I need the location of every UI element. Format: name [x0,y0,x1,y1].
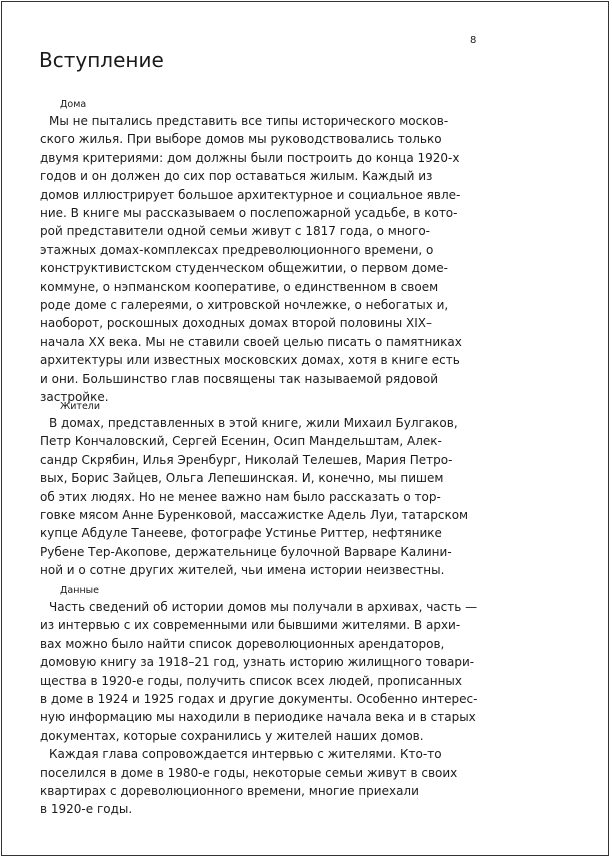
text-line: наоборот, роскошных доходных домах второй половины XIX– [40,316,432,331]
text-line: в доме в 1924 и 1925 годах и другие документы. Особенно интерес- [40,692,478,707]
text-line: домов иллюстрирует большое архитектурное и социальное явле- [40,187,461,202]
text-line: Часть сведений об истории домов мы получали в архивах, часть — [49,600,478,614]
text-line: Каждая глава сопровождается интервью с жителями. Кто-то [49,747,442,762]
text-line: ную информацию мы находили в периодике начала века и в старых [40,710,476,725]
text-line: застройке. [40,390,109,405]
text-line: сандр Скрябин, Илья Эренбург, Николай Телешев, Мария Петро- [40,452,453,467]
text-line: двумя критериями: дом должны были построить до конца 1920-х [40,150,460,165]
section-label: Дома [60,99,87,110]
text-line: Петр Кончаловский, Сергей Есенин, Осип Мандельштам, Алек- [40,434,442,449]
paragraph [40,745,480,819]
text-line: и они. Большинство глав посвящены так называемой рядовой [40,371,439,386]
paragraph [40,598,480,745]
page-number: 8 [470,35,477,46]
text-line: архитектуры или известных московских домах, хотя в книге есть [40,353,460,368]
text-line: вых, Борис Зайцев, Ольга Лепешинская. И, конечно, мы пишем [40,471,444,486]
section-houses [40,98,460,407]
text-line: вах можно было найти список дореволюционных арендаторов, [40,636,445,651]
text-line: этажных домах-комплексах предреволюционного времени, о [40,242,434,257]
text-line: коммуне, о нэпманском кооперативе, о единственном в своем [40,279,439,294]
text-line: роде доме с галереями, о хитровской ночлежке, о небогатых и, [40,298,449,313]
paragraph [40,414,480,580]
text-line: говке мясом Анне Буренковой, массажистке Адель Луи, татарском [40,508,469,523]
page-title: Вступление [39,48,164,72]
text-line: ной и о сотне других жителей, чьи имена истории неизвестны. [40,563,445,578]
page [1,1,609,856]
text-line: об этих людях. Но не менее важно нам было рассказать о тор- [40,489,441,504]
section-data [40,584,478,819]
section-residents [40,400,469,580]
paragraph [40,112,480,407]
text-line: годов и он должен до сих пор оставаться жилым. Каждый из [40,169,433,184]
section-label: Жители [60,401,101,412]
text-line: Мы не пытались представить все типы исторического москов- [49,114,449,128]
text-line: конструктивистском студенческом общежитии, о первом доме- [40,261,448,276]
text-line: ние. В книге мы рассказываем о послепожарной усадьбе, в кото- [40,206,458,221]
text-line: начала XX века. Мы не ставили своей целью писать о памятниках [40,334,462,349]
text-line: в 1920-е годы. [40,802,133,817]
text-line: домовую книгу за 1918–21 год, узнать историю жилищного товари- [40,655,475,670]
text-line: документах, которые сохранились у жителей наших домов. [40,728,424,743]
text-line: из интервью с их современными или бывшими жителями. В архи- [40,618,461,633]
text-line: Рубене Тер-Акопове, держательнице булочной Варваре Калини- [40,544,452,559]
text-line: щества в 1920-е годы, получить список всех людей, прописанных [40,673,462,688]
section-label: Данные [60,585,100,596]
text-line: рой представители одной семьи живут с 1817 года, о много- [40,224,430,239]
text-line: поселился в доме в 1980-е годы, некоторые семьи живут в своих [40,765,458,780]
text-line: В домах, представленных в этой книге, жили Михаил Булгаков, [49,416,458,430]
text-line: купце Абдуле Танееве, фотографе Устинье Риттер, нефтянике [40,526,442,541]
text-line: квартирах с дореволюционного времени, многие приехали [40,784,419,799]
text-line: ского жилья. При выборе домов мы руководствовались только [40,132,442,147]
